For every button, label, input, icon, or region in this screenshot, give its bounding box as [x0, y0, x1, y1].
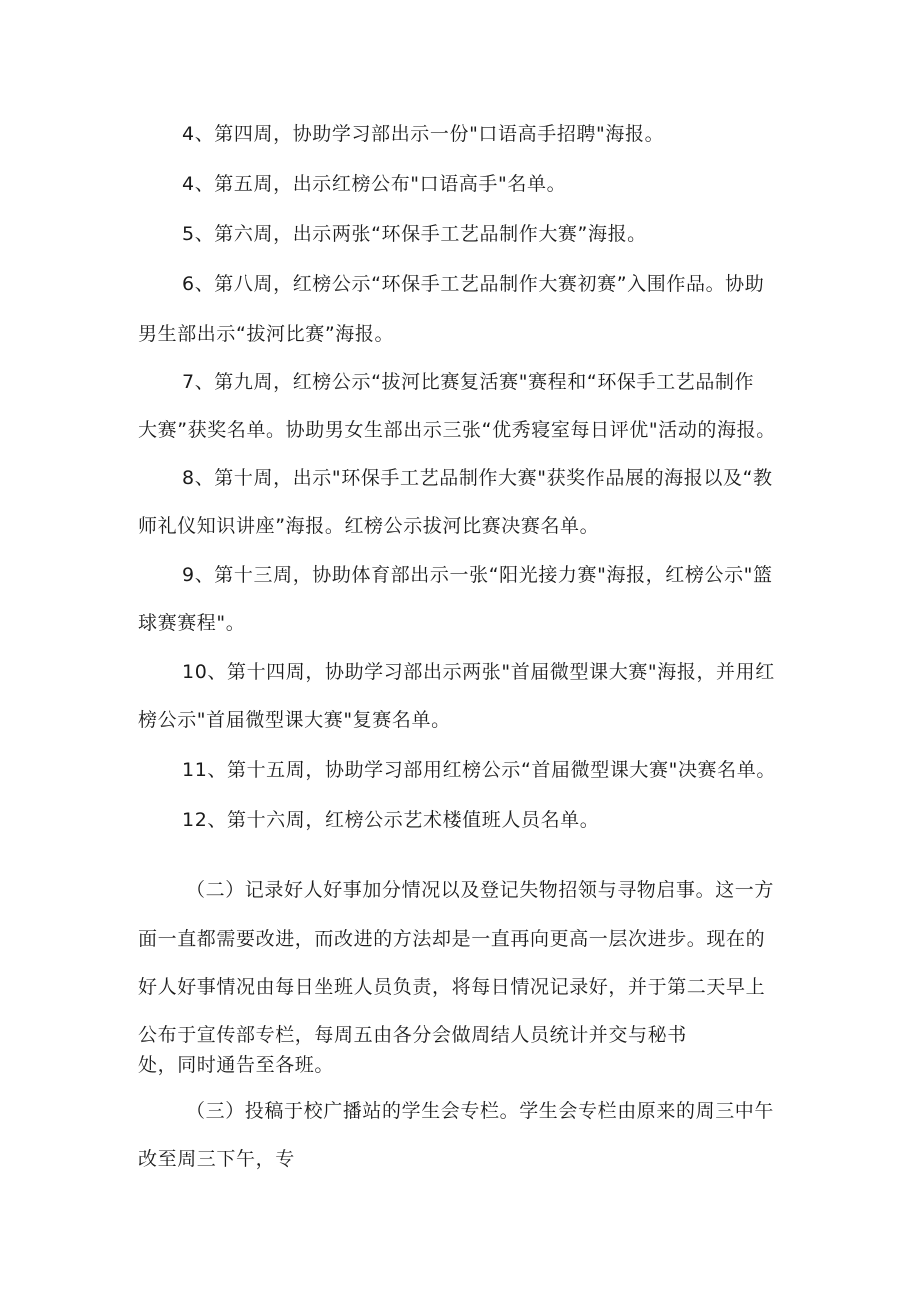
list-item-week15: 11、第十五周，协助学习部用红榜公示“首届微型课大赛"决赛名单。 — [182, 759, 776, 781]
list-item-week14-line2: 榜公示"首届微型课大赛"复赛名单。 — [138, 709, 451, 731]
list-item-week9-line1: 7、第九周，红榜公示“拔河比赛复活赛"赛程和“环保手工艺品制作 — [182, 371, 755, 393]
section-two-line3: 好人好事情况由每日坐班人员负责，将每日情况记录好，并于第二天早上 — [138, 976, 766, 998]
section-three-line1: （三）投稿于校广播站的学生会专栏。学生会专栏由原来的周三中午 — [186, 1100, 775, 1122]
list-item-week13-line1: 9、第十三周，协助体育部出示一张“阳光接力赛"海报，红榜公示"篮 — [182, 564, 773, 586]
list-item-week16: 12、第十六周，红榜公示艺术楼值班人员名单。 — [182, 809, 600, 831]
section-two-line5: 处，同时通告至各班。 — [138, 1054, 335, 1076]
section-two-line2: 面一直都需要改进，而改进的方法却是一直再向更高一层次进步。现在的 — [138, 928, 766, 950]
list-item-week13-line2: 球赛赛程"。 — [138, 612, 246, 634]
list-item-week8-line2: 男生部出示“拔河比赛”海报。 — [138, 323, 395, 345]
section-two-line4: 公布于宣传部专栏，每周五由各分会做周结人员统计并交与秘书 — [138, 1024, 687, 1046]
list-item-week8-line1: 6、第八周，红榜公示“环保手工艺品制作大赛初赛”入围作品。协助 — [182, 273, 765, 295]
section-two-line1: （二）记录好人好事加分情况以及登记失物招领与寻物启事。这一方 — [186, 879, 775, 901]
section-three-line2: 改至周三下午，专 — [138, 1148, 295, 1170]
list-item-week5: 4、第五周，出示红榜公布"口语高手"名单。 — [182, 173, 567, 195]
list-item-week10-line1: 8、第十周，出示"环保手工艺品制作大赛"获奖作品展的海报以及“教 — [182, 467, 773, 489]
list-item-week14-line1: 10、第十四周，协助学习部出示两张"首届微型课大赛"海报，并用红 — [182, 661, 775, 683]
list-item-week10-line2: 师礼仪知识讲座”海报。红榜公示拔河比赛决赛名单。 — [138, 515, 600, 537]
list-item-week4: 4、第四周，协助学习部出示一份"口语高手招聘"海报。 — [182, 123, 665, 145]
list-item-week6: 5、第六周，出示两张“环保手工艺品制作大赛”海报。 — [182, 223, 647, 245]
list-item-week9-line2: 大赛”获奖名单。协助男女生部出示三张“优秀寝室每日评优"活动的海报。 — [138, 419, 776, 441]
